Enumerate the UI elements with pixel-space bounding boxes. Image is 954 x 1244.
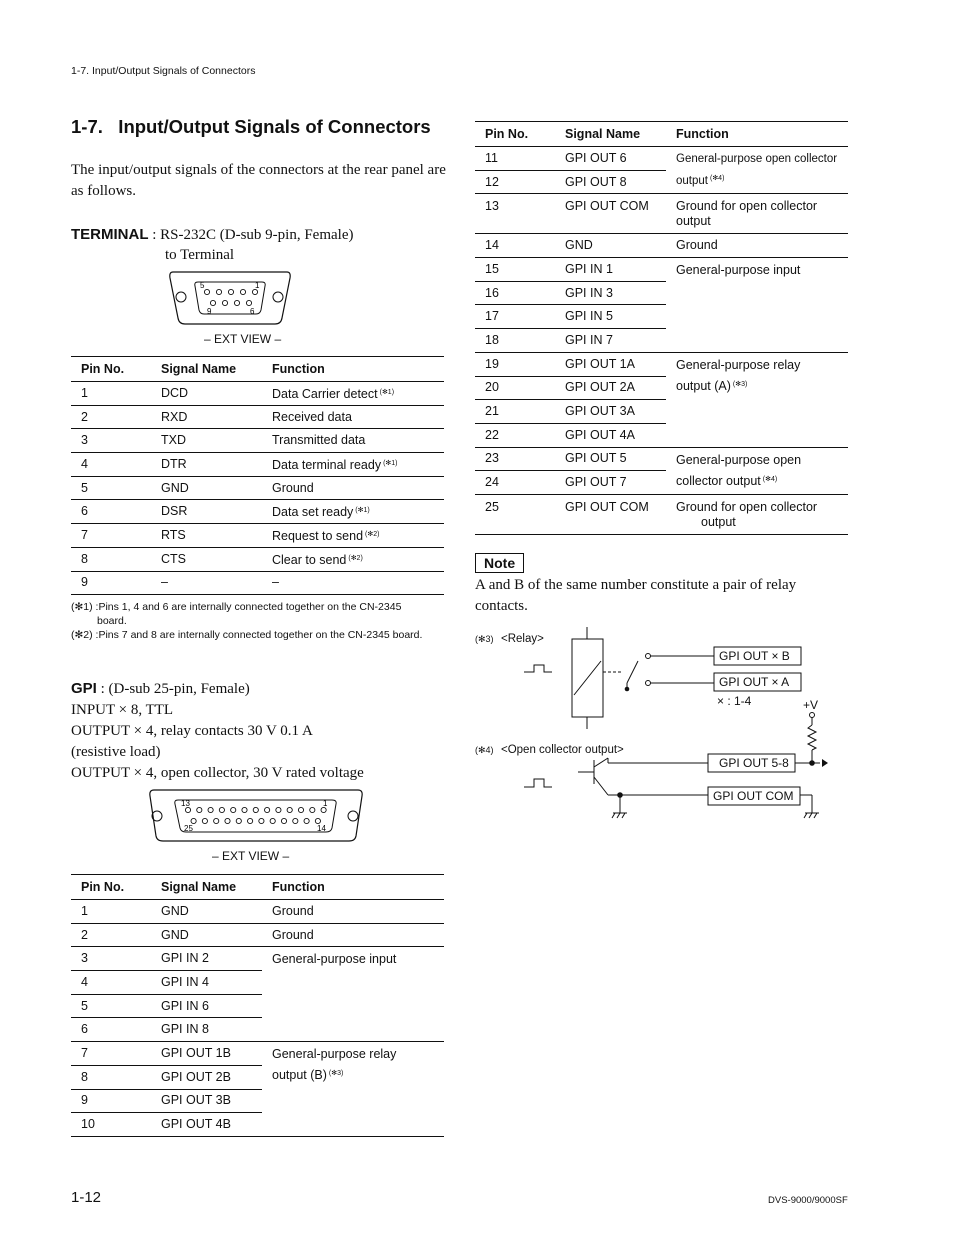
signal-cell: GPI IN 5 [555, 305, 666, 329]
gpi-spec-input: INPUT × 8, TTL [71, 702, 174, 718]
function-text: General-purpose relay [676, 357, 801, 372]
table-row [475, 447, 848, 471]
signal-cell: GPI OUT 1B [151, 1042, 262, 1066]
footnote-1-cont: board. [97, 615, 127, 627]
function-text: Request to send [272, 528, 364, 543]
gpi-out-a-label: GPI OUT × A [719, 675, 790, 689]
function-cell [262, 405, 444, 429]
gpi-label: GPI [71, 680, 97, 697]
signal-cell: RXD [151, 405, 262, 429]
page-number: 1-12 [71, 1189, 102, 1206]
pin-hole [315, 818, 320, 823]
pin-hole [202, 818, 207, 823]
table-row [475, 258, 848, 282]
pin-label-25: 25 [184, 824, 193, 833]
pin-hole [219, 807, 224, 812]
pin-hole [208, 807, 213, 812]
table-row [475, 234, 848, 258]
function-cell [262, 571, 444, 595]
table-row [71, 571, 444, 595]
gpi-pin-table-left [71, 874, 444, 1137]
pin-cell: 1 [71, 900, 151, 924]
signal-cell: GND [151, 923, 262, 947]
table-row [71, 453, 444, 477]
pin-cell: 1 [71, 382, 151, 406]
table-row [71, 524, 444, 548]
function-cell: Ground [262, 900, 444, 924]
pin-hole [236, 818, 241, 823]
pin-label-6: 6 [250, 307, 255, 316]
signal-cell: GPI OUT 5 [555, 447, 666, 471]
function-text: output [701, 514, 736, 529]
pin-cell: 25 [475, 494, 555, 534]
footnote-2: (✻2) :Pins 7 and 8 are internally connected together on the CN-2345 board. [71, 629, 423, 641]
pin-cell: 23 [475, 447, 555, 471]
terminal-pin-table [71, 356, 444, 595]
pin-hole [231, 807, 236, 812]
signal-cell: GPI IN 1 [555, 258, 666, 282]
pin-label-1: 1 [255, 281, 260, 290]
function-cell [666, 147, 848, 194]
pin-hole [298, 807, 303, 812]
table-row [475, 147, 848, 171]
pin-label-13: 13 [181, 799, 190, 808]
footnote-1: (✻1) :Pins 1, 4 and 6 are internally connected together on the CN-2345 [71, 601, 402, 613]
signal-cell: GPI OUT 4A [555, 423, 666, 447]
pin-cell: 7 [71, 1042, 151, 1066]
signal-cell: GPI OUT 7 [555, 471, 666, 495]
pin-label-5: 5 [200, 281, 205, 290]
intro-text: The input/output signals of the connectors at the rear panel are as follows. [71, 162, 446, 199]
pin-cell: 6 [71, 500, 151, 524]
signal-cell: GPI OUT 3A [555, 400, 666, 424]
table-row [71, 476, 444, 500]
function-text: output (A) [676, 378, 731, 393]
pin-hole [321, 807, 326, 812]
section-title: 1-7. Input/Output Signals of Connectors [71, 116, 431, 137]
pin-cell: 19 [475, 352, 555, 376]
table-row [71, 547, 444, 571]
terminal-label: TERMINAL [71, 226, 149, 243]
relay-caption-num: (✻3) [475, 634, 494, 644]
oc-caption-num: (✻4) [475, 745, 494, 755]
pin-label-14: 14 [317, 824, 326, 833]
gpi-out-com-label: GPI OUT COM [713, 789, 794, 803]
signal-cell: GND [151, 476, 262, 500]
footnote-ref: (✻1) [355, 507, 370, 515]
function-cell [262, 382, 444, 406]
signal-cell: GPI IN 6 [151, 994, 262, 1018]
gpi-pin-table-right [475, 121, 848, 535]
col-header-pin: Pin No. [71, 875, 151, 900]
col-header-signal: Signal Name [151, 357, 262, 382]
function-cell: Ground [262, 923, 444, 947]
function-text: Transmitted data [272, 433, 366, 448]
pin-hole [242, 807, 247, 812]
footnote-ref: (✻1) [383, 459, 398, 467]
pin-cell: 6 [71, 1018, 151, 1042]
col-header-signal: Signal Name [555, 122, 666, 147]
function-cell: Ground [666, 234, 848, 258]
pin-cell: 20 [475, 376, 555, 400]
function-cell: General-purpose input [666, 258, 848, 353]
signal-cell: CTS [151, 547, 262, 571]
table-row [475, 494, 848, 534]
table-row [475, 352, 848, 376]
pin-cell: 10 [71, 1113, 151, 1137]
footnote-ref: (✻3) [732, 380, 748, 388]
signal-cell: GPI OUT 4B [151, 1113, 262, 1137]
signal-cell: DTR [151, 453, 262, 477]
pin-cell: 9 [71, 571, 151, 595]
terminal-ext-view: – EXT VIEW – [204, 332, 282, 346]
signal-cell: GPI OUT COM [555, 494, 666, 534]
pin-cell: 15 [475, 258, 555, 282]
pin-hole [304, 818, 309, 823]
col-header-pin: Pin No. [71, 357, 151, 382]
pin-cell: 24 [475, 471, 555, 495]
table-row [71, 405, 444, 429]
table-row [71, 382, 444, 406]
table-row [71, 1042, 444, 1066]
pin-hole [197, 807, 202, 812]
footnote-ref: (✻4) [709, 175, 725, 182]
pin-hole [253, 807, 258, 812]
table-header [71, 357, 444, 382]
signal-cell: GPI OUT 2A [555, 376, 666, 400]
pin-cell: 2 [71, 405, 151, 429]
gpi-ext-view: – EXT VIEW – [212, 849, 290, 863]
pin-cell: 3 [71, 429, 151, 453]
table-row [71, 923, 444, 947]
function-text: Data set ready [272, 505, 354, 520]
col-header-function: Function [262, 875, 444, 900]
pin-hole [287, 807, 292, 812]
terminal-spec-2: to Terminal [165, 247, 235, 263]
function-text: General-purpose open [676, 452, 802, 467]
relay-caption: <Relay> [501, 633, 544, 645]
pin-cell: 5 [71, 994, 151, 1018]
signal-cell: GPI OUT COM [555, 194, 666, 234]
function-text: Clear to send [272, 552, 347, 567]
function-text: Received data [272, 409, 352, 424]
gpi-spec-relay: OUTPUT × 4, relay contacts 30 V 0.1 A [71, 723, 313, 739]
footnote-ref: (✻1) [379, 388, 395, 396]
pin-label-9: 9 [207, 307, 212, 316]
gpi-spec: : (D-sub 25-pin, Female) [96, 681, 250, 697]
signal-cell: RTS [151, 524, 262, 548]
running-head: 1-7. Input/Output Signals of Connectors [71, 65, 256, 77]
pin-hole [191, 818, 196, 823]
col-header-function: Function [262, 357, 444, 382]
function-cell [666, 494, 848, 534]
function-cell [666, 194, 848, 234]
function-text: output [676, 214, 711, 229]
function-cell [262, 524, 444, 548]
gpi-spec-load: (resistive load) [71, 744, 161, 760]
table-row [475, 194, 848, 234]
pin-cell: 14 [475, 234, 555, 258]
function-text: output [676, 175, 708, 187]
pin-cell: 9 [71, 1089, 151, 1113]
pin-hole [293, 818, 298, 823]
signal-cell: GND [151, 900, 262, 924]
oc-caption: <Open collector output> [501, 744, 624, 756]
pin-hole [270, 818, 275, 823]
signal-cell: GPI OUT 1A [555, 352, 666, 376]
footnote-ref: (✻2) [348, 554, 363, 562]
vplus-label: +V [803, 698, 819, 712]
dsub9-connector-diagram [165, 270, 295, 328]
table-row [71, 947, 444, 971]
function-text: Data terminal ready [272, 457, 382, 472]
pin-hole [259, 818, 264, 823]
function-text: output (B) [272, 1068, 327, 1083]
signal-cell: DCD [151, 382, 262, 406]
function-cell [262, 547, 444, 571]
signal-cell: GPI IN 2 [151, 947, 262, 971]
function-text: – [272, 575, 279, 590]
function-text: Ground for open collector [676, 499, 818, 514]
signal-cell: GPI IN 3 [555, 281, 666, 305]
table-header [475, 122, 848, 147]
footnote-ref: (✻2) [365, 530, 380, 538]
footnote-ref: (✻4) [762, 475, 778, 483]
signal-cell: GPI IN 4 [151, 971, 262, 995]
pin-cell: 7 [71, 524, 151, 548]
pin-cell: 21 [475, 400, 555, 424]
pin-cell: 5 [71, 476, 151, 500]
pin-cell: 4 [71, 453, 151, 477]
function-cell [666, 447, 848, 494]
pin-hole [214, 818, 219, 823]
signal-cell: GPI IN 8 [151, 1018, 262, 1042]
col-header-pin: Pin No. [475, 122, 555, 147]
function-text: Ground for open collector [676, 199, 818, 214]
pin-cell: 13 [475, 194, 555, 234]
signal-cell: GPI OUT 3B [151, 1089, 262, 1113]
pin-hole [276, 807, 281, 812]
pin-hole [281, 818, 286, 823]
footnote-ref: (✻3) [328, 1070, 344, 1078]
pin-cell: 16 [475, 281, 555, 305]
function-cell [666, 352, 848, 447]
col-header-signal: Signal Name [151, 875, 262, 900]
signal-cell: DSR [151, 500, 262, 524]
signal-cell: GPI IN 7 [555, 329, 666, 353]
gpi-description [71, 678, 364, 784]
pin-cell: 3 [71, 947, 151, 971]
pin-hole [310, 807, 315, 812]
pin-cell: 18 [475, 329, 555, 353]
gpi-spec-oc: OUTPUT × 4, open collector, 30 V rated voltage [71, 765, 364, 781]
function-cell [262, 429, 444, 453]
function-cell [262, 476, 444, 500]
terminal-spec: : RS-232C (D-sub 9-pin, Female) [148, 227, 354, 243]
pin-cell: 2 [71, 923, 151, 947]
terminal-description [71, 224, 353, 246]
signal-cell: GPI OUT 6 [555, 147, 666, 171]
note-text: A and B of the same number constitute a pair of relay contacts. [475, 577, 797, 614]
pin-hole [225, 818, 230, 823]
table-row [71, 500, 444, 524]
function-text: General-purpose open collector [676, 153, 838, 165]
function-cell [262, 453, 444, 477]
signal-cell: TXD [151, 429, 262, 453]
col-header-function: Function [666, 122, 848, 147]
pin-cell: 11 [475, 147, 555, 171]
pin-cell: 8 [71, 547, 151, 571]
pin-cell: 4 [71, 971, 151, 995]
pin-hole [248, 818, 253, 823]
model-name: DVS-9000/9000SF [768, 1195, 848, 1206]
range-label: × : 1-4 [717, 694, 752, 708]
signal-cell: GND [555, 234, 666, 258]
terminal-footnotes [71, 600, 451, 642]
pin-cell: 12 [475, 170, 555, 194]
pin-cell: 22 [475, 423, 555, 447]
signal-cell: GPI OUT 8 [555, 170, 666, 194]
function-text: Ground [272, 480, 314, 495]
gpi-out-b-label: GPI OUT × B [719, 649, 790, 663]
table-row [71, 900, 444, 924]
signal-cell: – [151, 571, 262, 595]
function-text: General-purpose relay [272, 1047, 397, 1062]
pin-cell: 17 [475, 305, 555, 329]
table-header [71, 875, 444, 900]
pin-hole [185, 807, 190, 812]
note-heading: Note [475, 553, 524, 573]
pin-cell: 8 [71, 1065, 151, 1089]
table-row [71, 429, 444, 453]
pin-hole [265, 807, 270, 812]
pin-label-1: 1 [323, 799, 328, 808]
function-text: collector output [676, 473, 761, 488]
function-text: Data Carrier detect [272, 386, 378, 401]
gpi-out-58-label: GPI OUT 5-8 [719, 756, 789, 770]
function-cell [262, 500, 444, 524]
dsub25-connector-diagram [146, 788, 366, 844]
signal-cell: GPI OUT 2B [151, 1065, 262, 1089]
function-cell: General-purpose input [262, 947, 444, 1042]
function-cell [262, 1042, 444, 1137]
relay-and-open-collector-diagram [470, 625, 850, 825]
